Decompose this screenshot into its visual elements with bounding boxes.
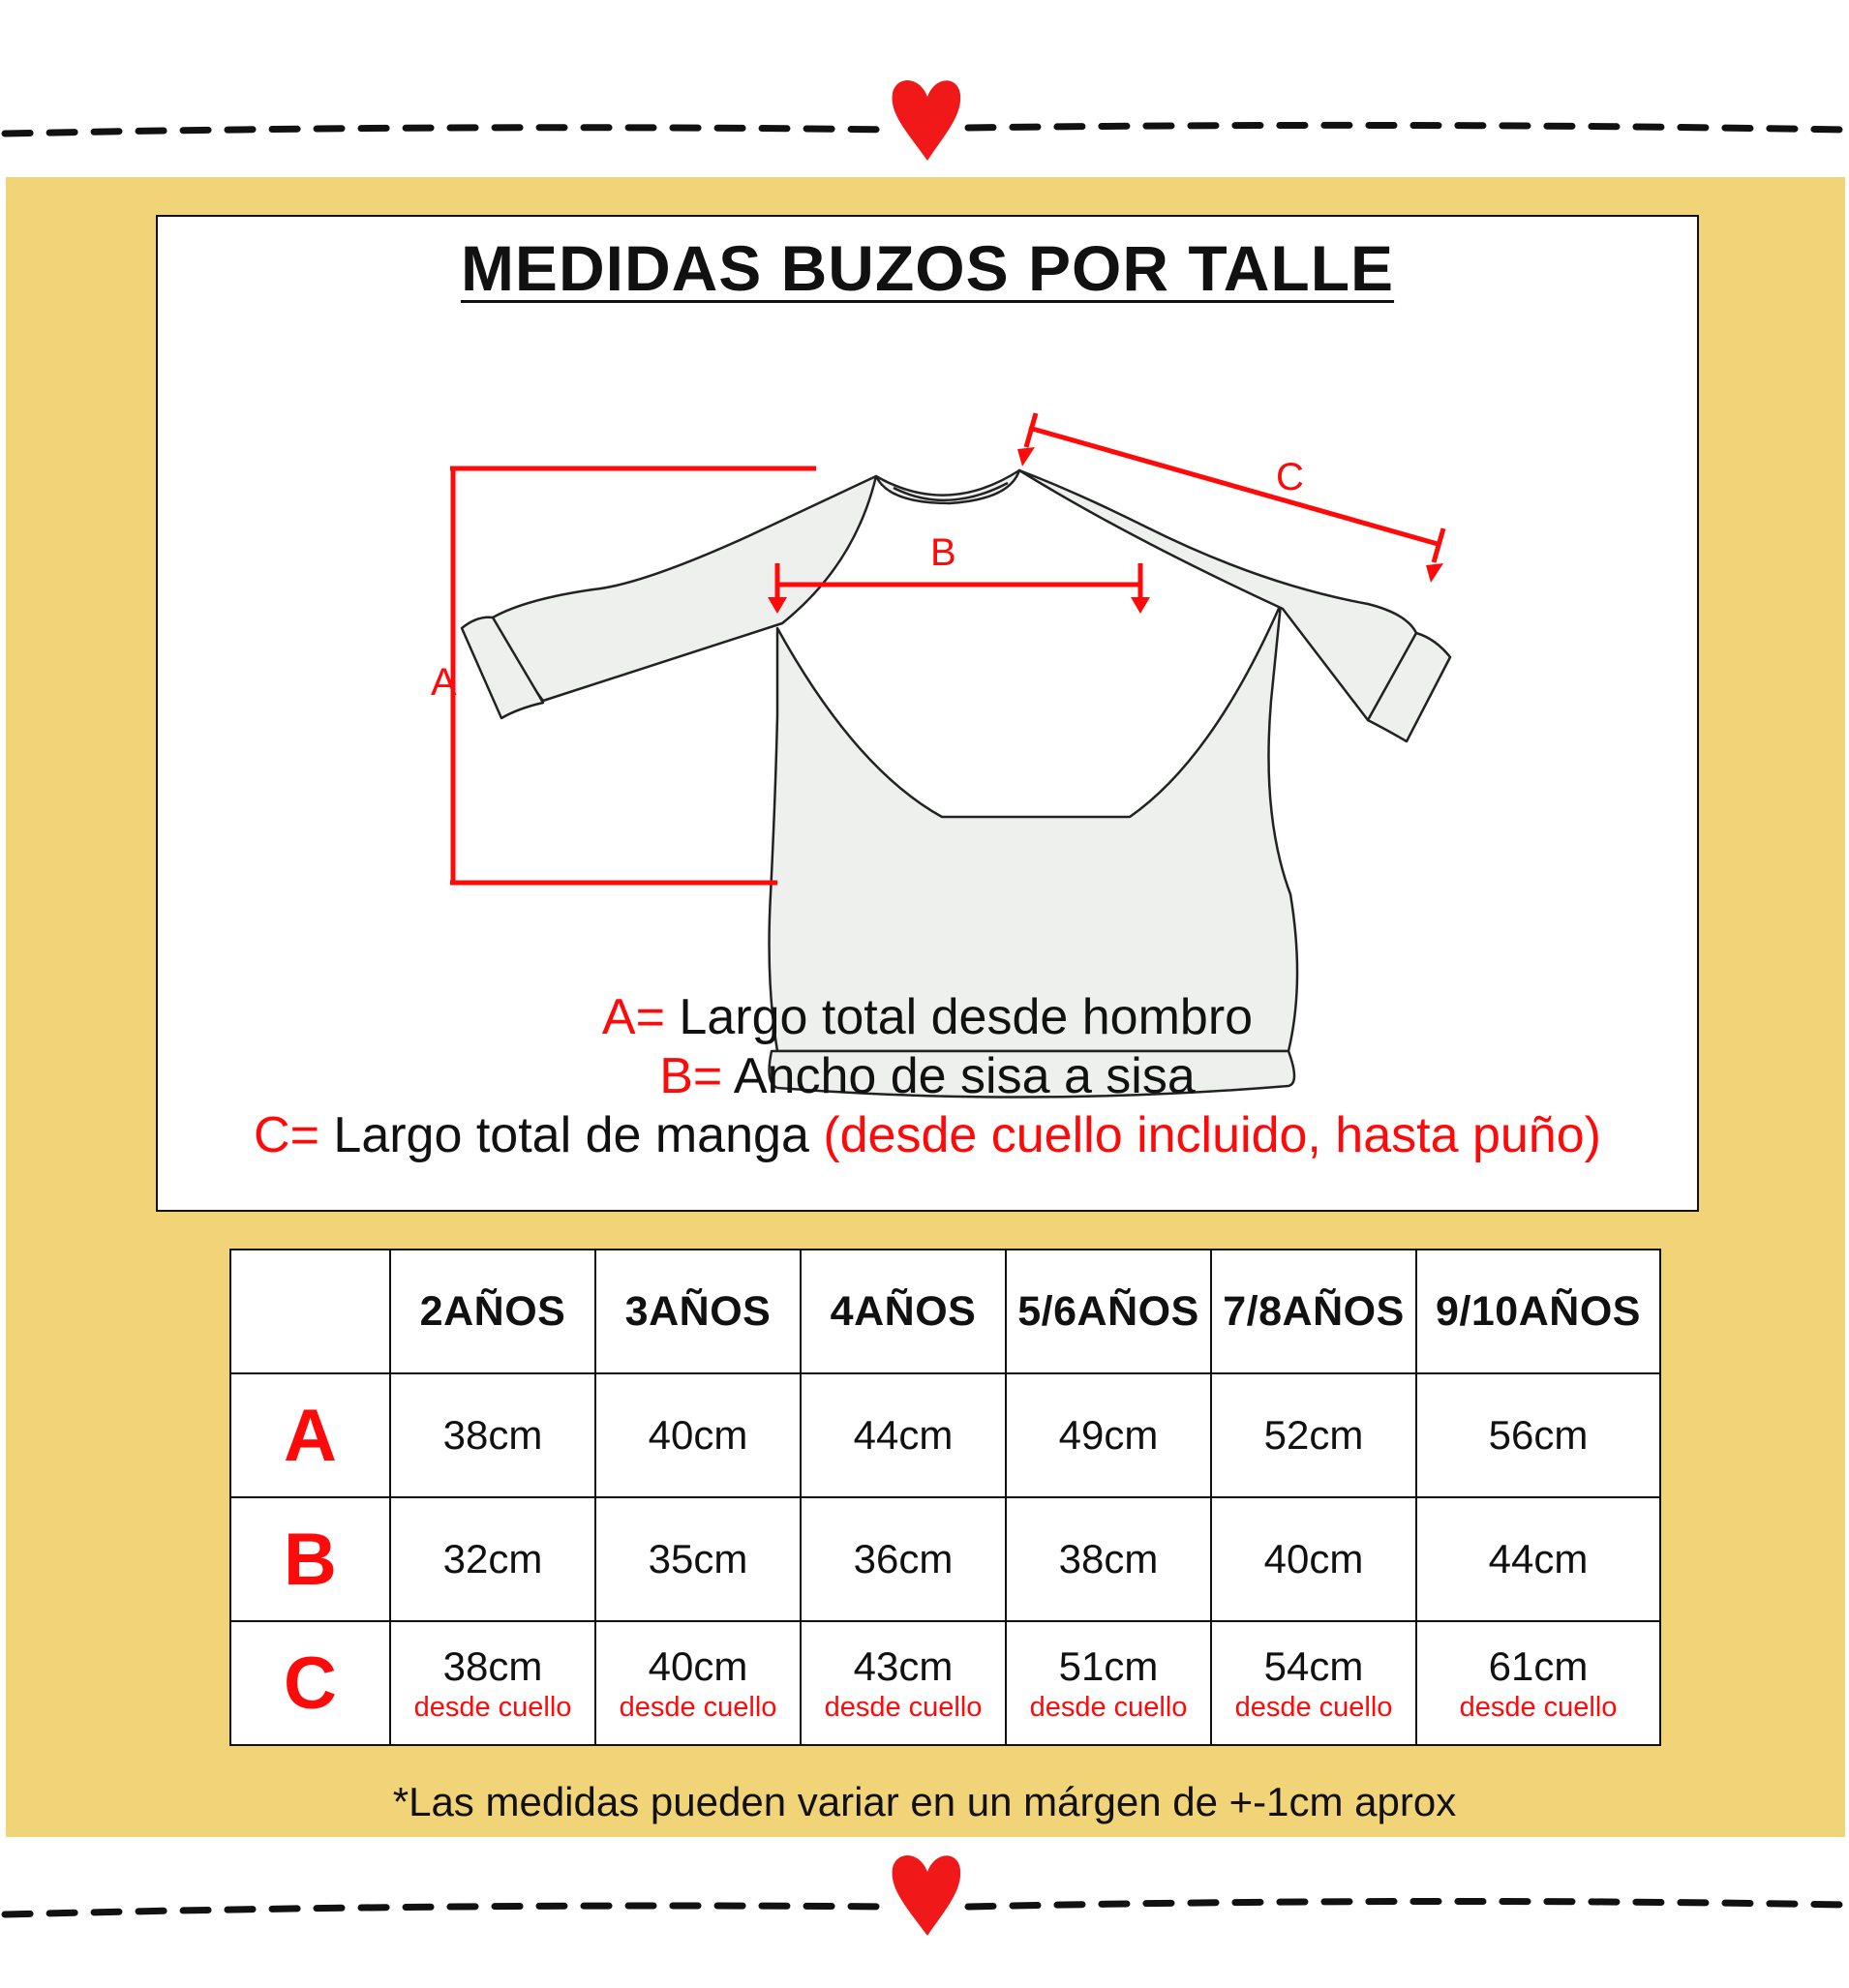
cell-note: desde cuello (824, 1691, 983, 1723)
heart-icon (893, 80, 961, 161)
table-cell (801, 1373, 1006, 1497)
size-table (229, 1249, 1661, 1746)
cell-value: 32cm (442, 1536, 543, 1581)
cell-value: 44cm (853, 1412, 954, 1458)
legend-b-text: Ancho de sisa a sisa (722, 1048, 1196, 1104)
header-size: 2AÑOS (390, 1250, 595, 1373)
table-cell (1211, 1497, 1416, 1621)
legend-c-text: Largo total de manga (318, 1107, 824, 1163)
cell-note: desde cuello (1029, 1691, 1188, 1723)
table-header-row (230, 1250, 1660, 1373)
cell-value: 56cm (1488, 1412, 1589, 1458)
legend-a-key: A= (601, 989, 665, 1045)
cell-note: desde cuello (413, 1691, 572, 1723)
header-size: 5/6AÑOS (1006, 1250, 1211, 1373)
cell-value: 40cm (648, 1642, 748, 1689)
table-cell (595, 1373, 801, 1497)
diagram-card (156, 215, 1699, 1212)
table-cell (390, 1621, 595, 1745)
header-size: 4AÑOS (801, 1250, 1006, 1373)
legend-b-key: B= (659, 1048, 723, 1104)
heart-icon (893, 1855, 961, 1936)
cell-note: desde cuello (1234, 1691, 1393, 1723)
table-cell (390, 1373, 595, 1497)
legend-b (158, 1047, 1697, 1105)
header-size: 7/8AÑOS (1211, 1250, 1416, 1373)
measure-label-b: B (930, 531, 956, 574)
row-label: A (230, 1373, 390, 1497)
bottom-divider (0, 1839, 1849, 1974)
cell-value: 36cm (853, 1536, 954, 1581)
table-cell (1211, 1621, 1416, 1745)
cell-value: 49cm (1058, 1412, 1159, 1458)
cell-value: 40cm (648, 1412, 748, 1458)
cell-value: 38cm (442, 1642, 543, 1689)
cell-value: 52cm (1263, 1412, 1364, 1458)
legend-c (158, 1106, 1697, 1164)
cell-value: 51cm (1058, 1642, 1159, 1689)
legend-c-note: (desde cuello incluido, hasta puño) (823, 1107, 1601, 1163)
legend-c-key: C= (254, 1107, 319, 1163)
measure-label-c: C (1276, 456, 1304, 498)
cell-value: 43cm (853, 1642, 954, 1689)
table-cell (1416, 1497, 1660, 1621)
table-row (230, 1373, 1660, 1497)
cell-value: 38cm (442, 1412, 543, 1458)
table-cell (1416, 1373, 1660, 1497)
table-corner-cell (230, 1250, 390, 1373)
legend-a-text: Largo total desde hombro (664, 989, 1254, 1045)
cell-value: 38cm (1058, 1536, 1159, 1581)
table-cell (595, 1621, 801, 1745)
page-title: MEDIDAS BUZOS POR TALLE (460, 232, 1395, 304)
footnote: *Las medidas pueden variar en un márgen de +-1cm aprox (392, 1779, 1457, 1824)
cell-value: 44cm (1488, 1536, 1589, 1581)
table-cell (1006, 1373, 1211, 1497)
row-label: B (230, 1497, 390, 1621)
header-size: 9/10AÑOS (1416, 1250, 1660, 1373)
table-cell (1211, 1373, 1416, 1497)
measure-label-a: A (431, 661, 457, 704)
table-cell (390, 1497, 595, 1621)
table-cell (801, 1497, 1006, 1621)
table-cell (1006, 1621, 1211, 1745)
table-cell (1416, 1621, 1660, 1745)
header-size: 3AÑOS (595, 1250, 801, 1373)
table-row (230, 1621, 1660, 1745)
row-label: C (230, 1621, 390, 1745)
cell-value: 35cm (648, 1536, 748, 1581)
cell-value: 40cm (1263, 1536, 1364, 1581)
legend-a (158, 988, 1697, 1046)
table-cell (1006, 1497, 1211, 1621)
cell-note: desde cuello (1459, 1691, 1618, 1723)
table-cell (801, 1621, 1006, 1745)
cell-value: 61cm (1488, 1642, 1589, 1689)
table-cell (595, 1497, 801, 1621)
cell-value: 54cm (1263, 1642, 1364, 1689)
top-divider (0, 68, 1849, 174)
cell-note: desde cuello (619, 1691, 777, 1723)
table-row (230, 1497, 1660, 1621)
